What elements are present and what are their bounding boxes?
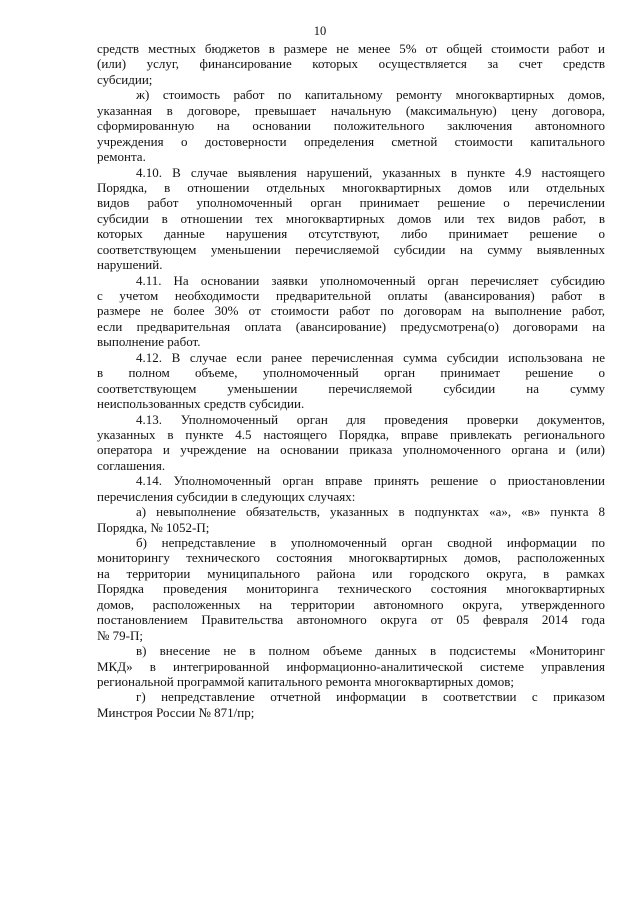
text-line: МКД» в интегрированной информационно-аналитической системе управления (97, 658, 605, 674)
text-line: домов, расположенных на территории автономного округа, утвержденного (97, 596, 605, 612)
text-line: региональной программой капитального ремонта многоквартирных домов; (97, 673, 514, 689)
text-line: Порядка, в отношении отдельных многоквартирных домов или отдельных (97, 179, 605, 195)
text-line: с учетом необходимости предварительной оплаты (авансирования) работ в (97, 288, 605, 303)
text-line: которых данные нарушения отсутствуют, либо принимает решение о (97, 226, 605, 242)
page-number: 10 (313, 24, 327, 38)
text-line: № 79-П; (97, 627, 143, 643)
text-line: Порядка, № 1052-П; (97, 519, 210, 535)
text-line: ж) стоимость работ по капитальному ремонту многоквартирных домов, (136, 87, 605, 103)
text-line: 4.10. В случае выявления нарушений, указанных в пункте 4.9 настоящего (136, 164, 605, 180)
text-line: соглашения. (97, 457, 166, 473)
text-line: 4.11. На основании заявки уполномоченный орган перечисляет субсидию (136, 272, 605, 288)
text-line: сформированную на основании положительного заключения автономного (97, 118, 605, 134)
text-line: б) непредставление в уполномоченный орган сводной информации по (136, 535, 605, 550)
text-line: субсидии; (97, 71, 153, 87)
text-line: (или) услуг, финансирование которых осуществляется за счет средств (97, 56, 605, 72)
text-line: 4.14. Уполномоченный орган вправе принять решение о приостановлении (136, 473, 605, 489)
text-line: нарушений. (97, 257, 163, 273)
text-line: в) внесение не в полном объеме данных в подсистемы «Мониторинг (136, 643, 605, 659)
text-line: Порядка проведения мониторинга технического состояния многоквартирных (97, 581, 605, 597)
text-line: перечисления субсидии в следующих случаях: (97, 488, 356, 504)
text-line: соответствующем уменьшении перечисляемой субсидии на сумму (97, 380, 605, 396)
text-line: г) непредставление отчетной информации в соответствии с приказом (136, 689, 605, 705)
text-line: неиспользованных средств субсидии. (97, 396, 305, 412)
text-line: указанная в договоре, превышает начальную (максимальную) цену договора, (97, 102, 605, 118)
text-line: на территории муниципального района или городского округа, в рамках (97, 565, 605, 581)
text-line: в полном объеме, уполномоченный орган принимает решение о (97, 365, 605, 381)
text-line: соответствующем уменьшении перечисляемой субсидии на сумму выявленных (97, 241, 605, 257)
text-line: постановлением Правительства автономного округа от 05 февраля 2014 года (97, 612, 605, 628)
text-line: ремонта. (97, 149, 146, 165)
text-line: учреждения о достоверности определения сметной стоимости капитального (97, 133, 605, 149)
text-line: а) невыполнение обязательств, указанных в подпунктах «а», «в» пункта 8 (136, 504, 605, 520)
text-line: оператора и учреждение на основании приказа уполномоченного органа и (или) (97, 442, 605, 458)
text-line: средств местных бюджетов в размере не менее 5% от общей стоимости работ и (97, 41, 605, 56)
text-line: если предварительная оплата (авансирование) предусмотрена(о) договорами на (97, 318, 605, 334)
text-line: выполнение работ. (97, 334, 201, 350)
text-line: видов работ уполномоченный орган принимает решение о перечислении (97, 195, 605, 211)
text-line: 4.12. В случае если ранее перечисленная сумма субсидии использована не (136, 349, 605, 365)
text-line: Минстроя России № 871/пр; (97, 704, 255, 720)
text-line: субсидии в отношении тех многоквартирных домов или тех видов работ, в (97, 210, 605, 226)
text-line: 4.13. Уполномоченный орган для проведения проверки документов, (136, 411, 605, 427)
document-body-text (97, 41, 605, 720)
text-line: размере не более 30% от стоимости работ по договорам на выполнение работ, (97, 303, 605, 319)
text-line: указанных в пункте 4.5 настоящего Порядка, вправе привлекать регионального (97, 426, 605, 442)
text-line: мониторингу технического состояния многоквартирных домов, расположенных (97, 550, 605, 566)
